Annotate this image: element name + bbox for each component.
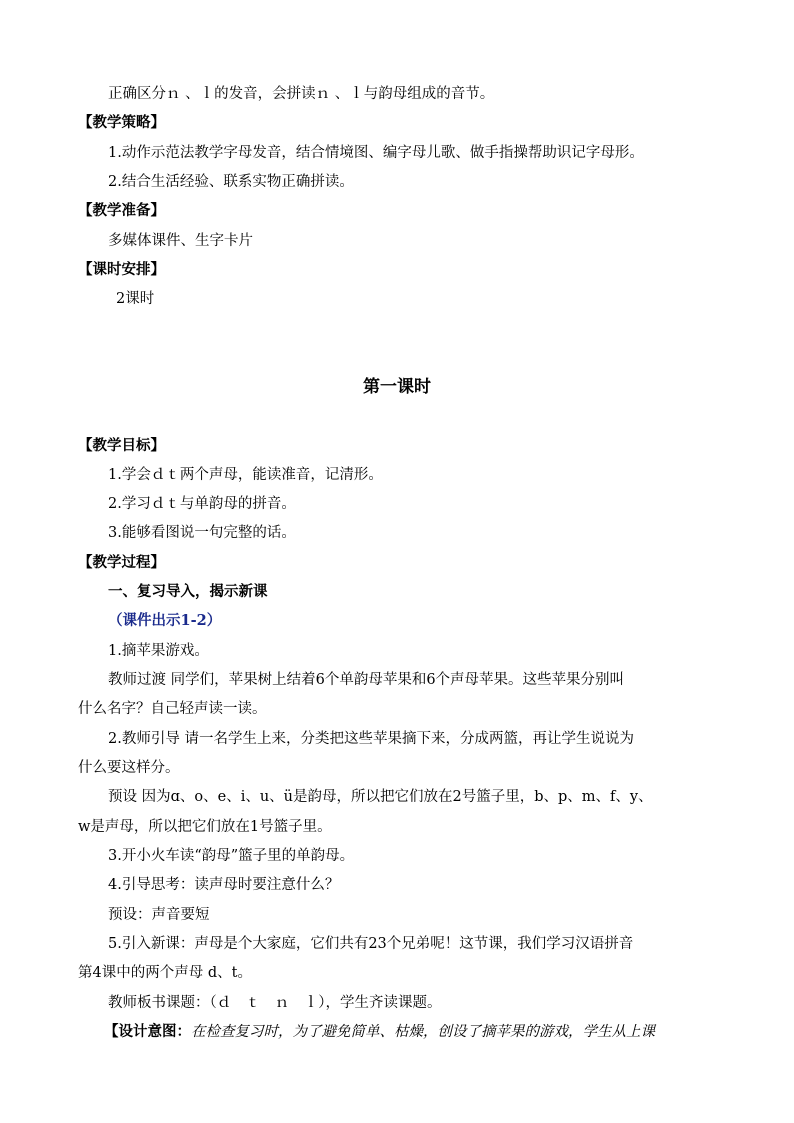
goal-item-1: 1.学会ｄｔ两个声母，能读准音，记清形。 <box>108 467 383 483</box>
section-title: 第一课时 <box>363 377 431 397</box>
activity-line-7: w是声母，所以把它们放在1号篮子里。 <box>78 819 332 835</box>
intro-line: 正确区分ｎ 、ｌ的发音，会拼读ｎ 、ｌ与韵母组成的音节。 <box>108 86 495 102</box>
activity-line-6: 预设 因为ɑ、o、e、i、u、ü是韵母，所以把它们放在2号篮子里，b、p、m、f、y、 <box>108 789 653 805</box>
activity-line-4: 2.教师引导 请一名学生上来，分类把这些苹果摘下来，分成两篮，再让学生说说为 <box>108 731 634 747</box>
heading-preparation: 【教学准备】 <box>78 202 165 219</box>
schedule-text: 2课时 <box>116 291 155 307</box>
activity-line-13: 教师板书课题：（ｄ ｔ ｎ ｌ），学生齐读课题。 <box>108 995 442 1011</box>
design-intent-line <box>104 1022 655 1042</box>
activity-line-2: 教师过渡 同学们，苹果树上结着6个单韵母苹果和6个声母苹果。这些苹果分别叫 <box>108 672 625 688</box>
design-intent-text: 在检查复习时，为了避免简单、枯燥，创设了摘苹果的游戏，学生从上课 <box>191 1024 655 1040</box>
strategy-item-1: 1.动作示范法教学字母发音，结合情境图、编字母儿歌、做手指操帮助识记字母形。 <box>108 145 644 161</box>
design-intent-label: 【设计意图： <box>104 1023 191 1040</box>
heading-schedule: 【课时安排】 <box>78 261 165 278</box>
preparation-text: 多媒体课件、生字卡片 <box>108 233 253 249</box>
activity-line-10: 预设：声音要短 <box>108 907 210 923</box>
activity-line-11: 5.引入新课：声母是个大家庭，它们共有23个兄弟呢！这节课，我们学习汉语拼音 <box>108 936 634 952</box>
goal-item-3: 3.能够看图说一句完整的话。 <box>108 525 296 541</box>
step-heading-1: 一、复习导入，揭示新课 <box>108 583 268 600</box>
activity-line-3: 什么名字？自己轻声读一读。 <box>78 701 267 717</box>
strategy-item-2: 2.结合生活经验、联系实物正确拼读。 <box>108 174 354 190</box>
activity-line-8: 3.开小火车读“韵母”篮子里的单韵母。 <box>108 848 355 864</box>
activity-line-5: 什么要这样分。 <box>78 760 180 776</box>
heading-goals: 【教学目标】 <box>78 437 165 454</box>
goal-item-2: 2.学习ｄｔ与单韵母的拼音。 <box>108 496 296 512</box>
activity-line-9: 4.引导思考：读声母时要注意什么？ <box>108 877 340 893</box>
activity-line-1: 1.摘苹果游戏。 <box>108 643 209 659</box>
activity-line-12: 第4课中的两个声母 d、t。 <box>78 965 252 981</box>
courseware-note: （课件出示1-2） <box>108 612 222 629</box>
heading-strategy: 【教学策略】 <box>78 114 165 131</box>
heading-process: 【教学过程】 <box>78 554 165 571</box>
